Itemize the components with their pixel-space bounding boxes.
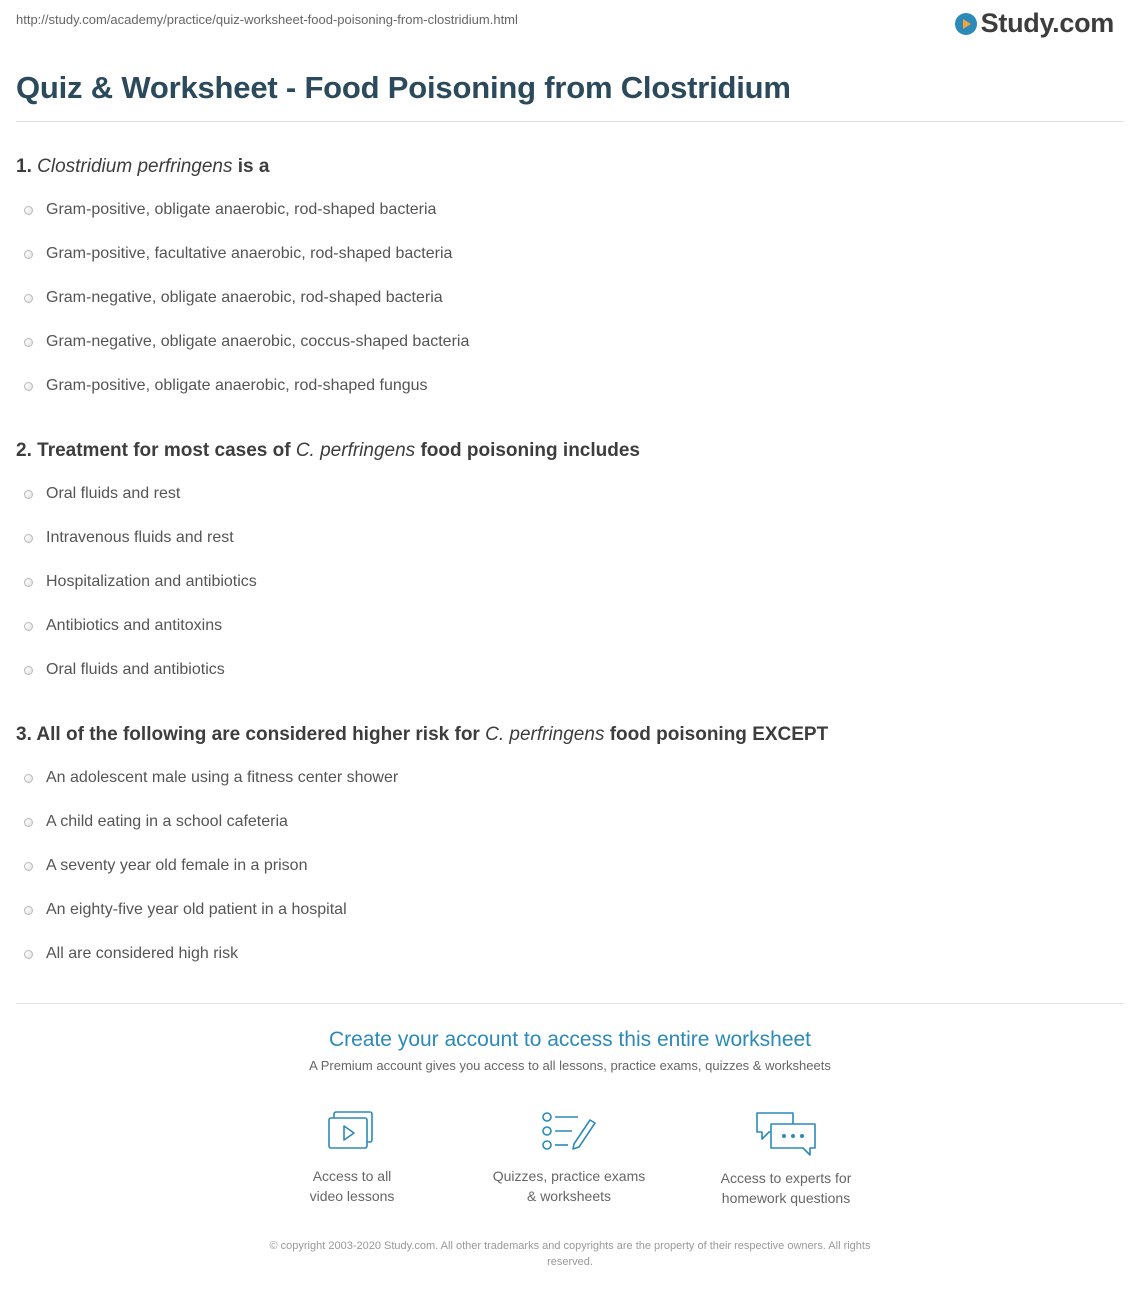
- quiz-checklist-icon: [540, 1110, 598, 1156]
- radio-button[interactable]: [24, 666, 33, 675]
- q1-option-5[interactable]: Gram-positive, obligate anaerobic, rod-shaped fungus: [24, 377, 428, 395]
- section-divider: [16, 1003, 1124, 1004]
- radio-button[interactable]: [24, 622, 33, 631]
- logo-text: Study.com: [980, 8, 1114, 38]
- q2-option-4[interactable]: Antibiotics and antitoxins: [24, 617, 222, 635]
- copyright-notice: © copyright 2003-2020 Study.com. All other trademarks and copyrights are the property of their respective owners. All rights reserved.: [269, 1240, 871, 1268]
- radio-button[interactable]: [24, 490, 33, 499]
- radio-button[interactable]: [24, 818, 33, 827]
- feature-quizzes: Quizzes, practice exams & worksheets: [479, 1110, 659, 1206]
- q3-option-1[interactable]: An adolescent male using a fitness center shower: [24, 769, 398, 787]
- q1-option-1[interactable]: Gram-positive, obligate anaerobic, rod-shaped bacteria: [24, 201, 436, 219]
- radio-button[interactable]: [24, 906, 33, 915]
- q2-option-1[interactable]: Oral fluids and rest: [24, 485, 180, 503]
- radio-button[interactable]: [24, 774, 33, 783]
- radio-button[interactable]: [24, 950, 33, 959]
- q3-option-4[interactable]: An eighty-five year old patient in a hospital: [24, 901, 347, 919]
- question-2: 2. Treatment for most cases of C. perfringens food poisoning includes: [16, 440, 640, 461]
- radio-button[interactable]: [24, 382, 33, 391]
- create-account-link[interactable]: Create your account to access this entire worksheet: [328, 1028, 812, 1051]
- q1-option-3[interactable]: Gram-negative, obligate anaerobic, rod-shaped bacteria: [24, 289, 443, 307]
- play-circle-icon: [955, 13, 977, 35]
- feature-experts: Access to experts for homework questions: [696, 1110, 876, 1208]
- q1-option-4[interactable]: Gram-negative, obligate anaerobic, coccus-shaped bacteria: [24, 333, 469, 351]
- radio-button[interactable]: [24, 294, 33, 303]
- q3-option-2[interactable]: A child eating in a school cafeteria: [24, 813, 288, 831]
- feature-video-lessons: Access to all video lessons: [262, 1110, 442, 1206]
- page-title: Quiz & Worksheet - Food Poisoning from Clostridium: [16, 70, 791, 105]
- radio-button[interactable]: [24, 250, 33, 259]
- chat-bubbles-icon: [753, 1110, 819, 1158]
- q3-option-5[interactable]: All are considered high risk: [24, 945, 238, 963]
- question-1: 1. Clostridium perfringens is a: [16, 156, 270, 177]
- page-url: http://study.com/academy/practice/quiz-worksheet-food-poisoning-from-clostridium.html: [16, 12, 518, 27]
- question-3: 3. All of the following are considered higher risk for C. perfringens food poisoning EXCEPT: [16, 724, 829, 745]
- q2-option-3[interactable]: Hospitalization and antibiotics: [24, 573, 257, 591]
- title-divider: [16, 121, 1124, 122]
- q3-option-3[interactable]: A seventy year old female in a prison: [24, 857, 307, 875]
- radio-button[interactable]: [24, 206, 33, 215]
- radio-button[interactable]: [24, 578, 33, 587]
- radio-button[interactable]: [24, 862, 33, 871]
- cta-subtitle: A Premium account gives you access to all lessons, practice exams, quizzes & worksheets: [309, 1058, 831, 1073]
- radio-button[interactable]: [24, 338, 33, 347]
- q1-option-2[interactable]: Gram-positive, facultative anaerobic, rod-shaped bacteria: [24, 245, 452, 263]
- q2-option-5[interactable]: Oral fluids and antibiotics: [24, 661, 225, 679]
- q2-option-2[interactable]: Intravenous fluids and rest: [24, 529, 234, 547]
- radio-button[interactable]: [24, 534, 33, 543]
- video-lessons-icon: [326, 1110, 378, 1156]
- study-logo[interactable]: [955, 8, 1114, 39]
